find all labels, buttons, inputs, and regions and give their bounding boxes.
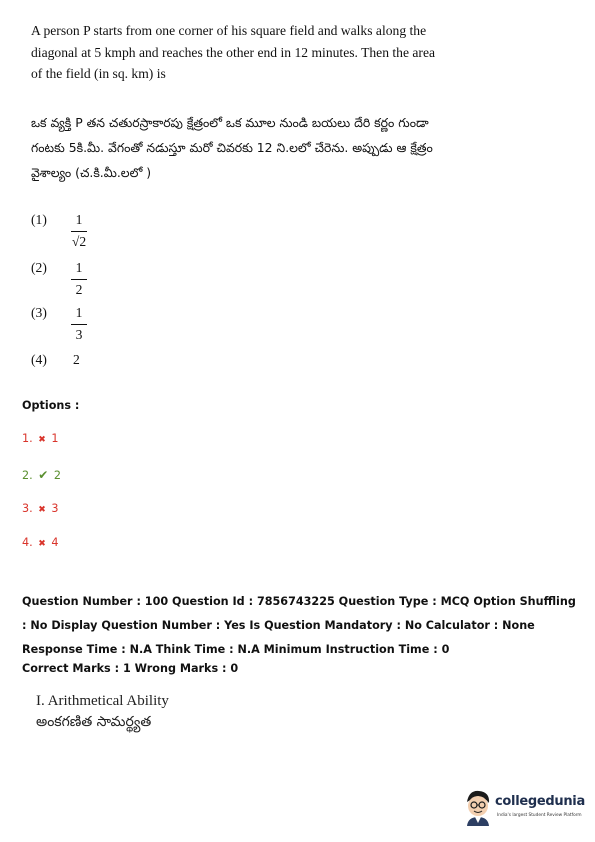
brand-tagline: India's largest Student Review Platform (497, 813, 582, 818)
answer-index: 2. (22, 469, 33, 482)
options-heading: Options : (22, 399, 80, 412)
fraction-numerator: 1 (75, 212, 83, 227)
marks-info: Correct Marks : 1 Wrong Marks : 0 (22, 662, 239, 675)
option-fraction (69, 210, 89, 252)
cross-icon: ✖ (38, 539, 46, 549)
option-number: (1) (31, 212, 47, 227)
option-number: (4) (31, 352, 47, 367)
option-fraction (69, 303, 89, 345)
question-telugu: ఒక వ్యక్తి P తన చతురస్రాకారపు క్షేత్రంలో ఒక మూల నుండి బయలు దేరి కర్ణం గుండా గంటకు 5కి.మీ. వేగంతో నడుస్తూ మరో చివరకు 12 ని.లలో చేరెను. అప్పుడు ఆ క్షేత్రం వైశాల్యం (చ.కి.మీ.లలో ) (31, 115, 433, 180)
answer-option (22, 536, 58, 549)
answer-value: 1 (51, 432, 59, 445)
question-metadata: Question Number : 100 Question Id : 7856743225 Question Type : MCQ Option Shuffling : No Display Question Number : Yes Is Question Mandatory : No Calculator : None Response Time : N.A Think Time : N.A Minimum Instruction Time : 0 (22, 595, 576, 656)
answer-value: 3 (51, 502, 59, 515)
option-number: (2) (31, 260, 47, 275)
answer-value: 2 (53, 469, 61, 482)
option-value: 2 (73, 352, 80, 367)
fraction-denominator: 3 (75, 327, 83, 342)
mascot-icon (463, 788, 493, 826)
fraction-denominator: 2 (75, 282, 83, 297)
brand-name: collegedunia (495, 794, 585, 809)
check-icon: ✔ (38, 468, 49, 482)
brand-logo (463, 788, 588, 828)
fraction-numerator: 1 (75, 305, 83, 320)
answer-option (22, 502, 58, 515)
section-title-english: I. Arithmetical Ability (36, 693, 169, 709)
answer-option (22, 468, 61, 482)
option-number: (3) (31, 305, 47, 320)
answer-index: 4. (22, 536, 33, 549)
answer-index: 1. (22, 432, 33, 445)
answer-value: 4 (51, 536, 59, 549)
fraction-numerator: 1 (75, 260, 83, 275)
question-english: A person P starts from one corner of his square field and walks along the diagonal at 5 kmph and reaches the other end in 12 minutes. Then the area of the field (in sq. km) is (31, 23, 436, 81)
answer-index: 3. (22, 502, 33, 515)
option-fraction (69, 258, 89, 300)
section-title-telugu: అంకగణిత సామర్థ్యత (36, 714, 152, 730)
answer-option (22, 432, 58, 445)
fraction-denominator: √2 (71, 234, 87, 249)
cross-icon: ✖ (38, 435, 46, 445)
cross-icon: ✖ (38, 505, 46, 515)
